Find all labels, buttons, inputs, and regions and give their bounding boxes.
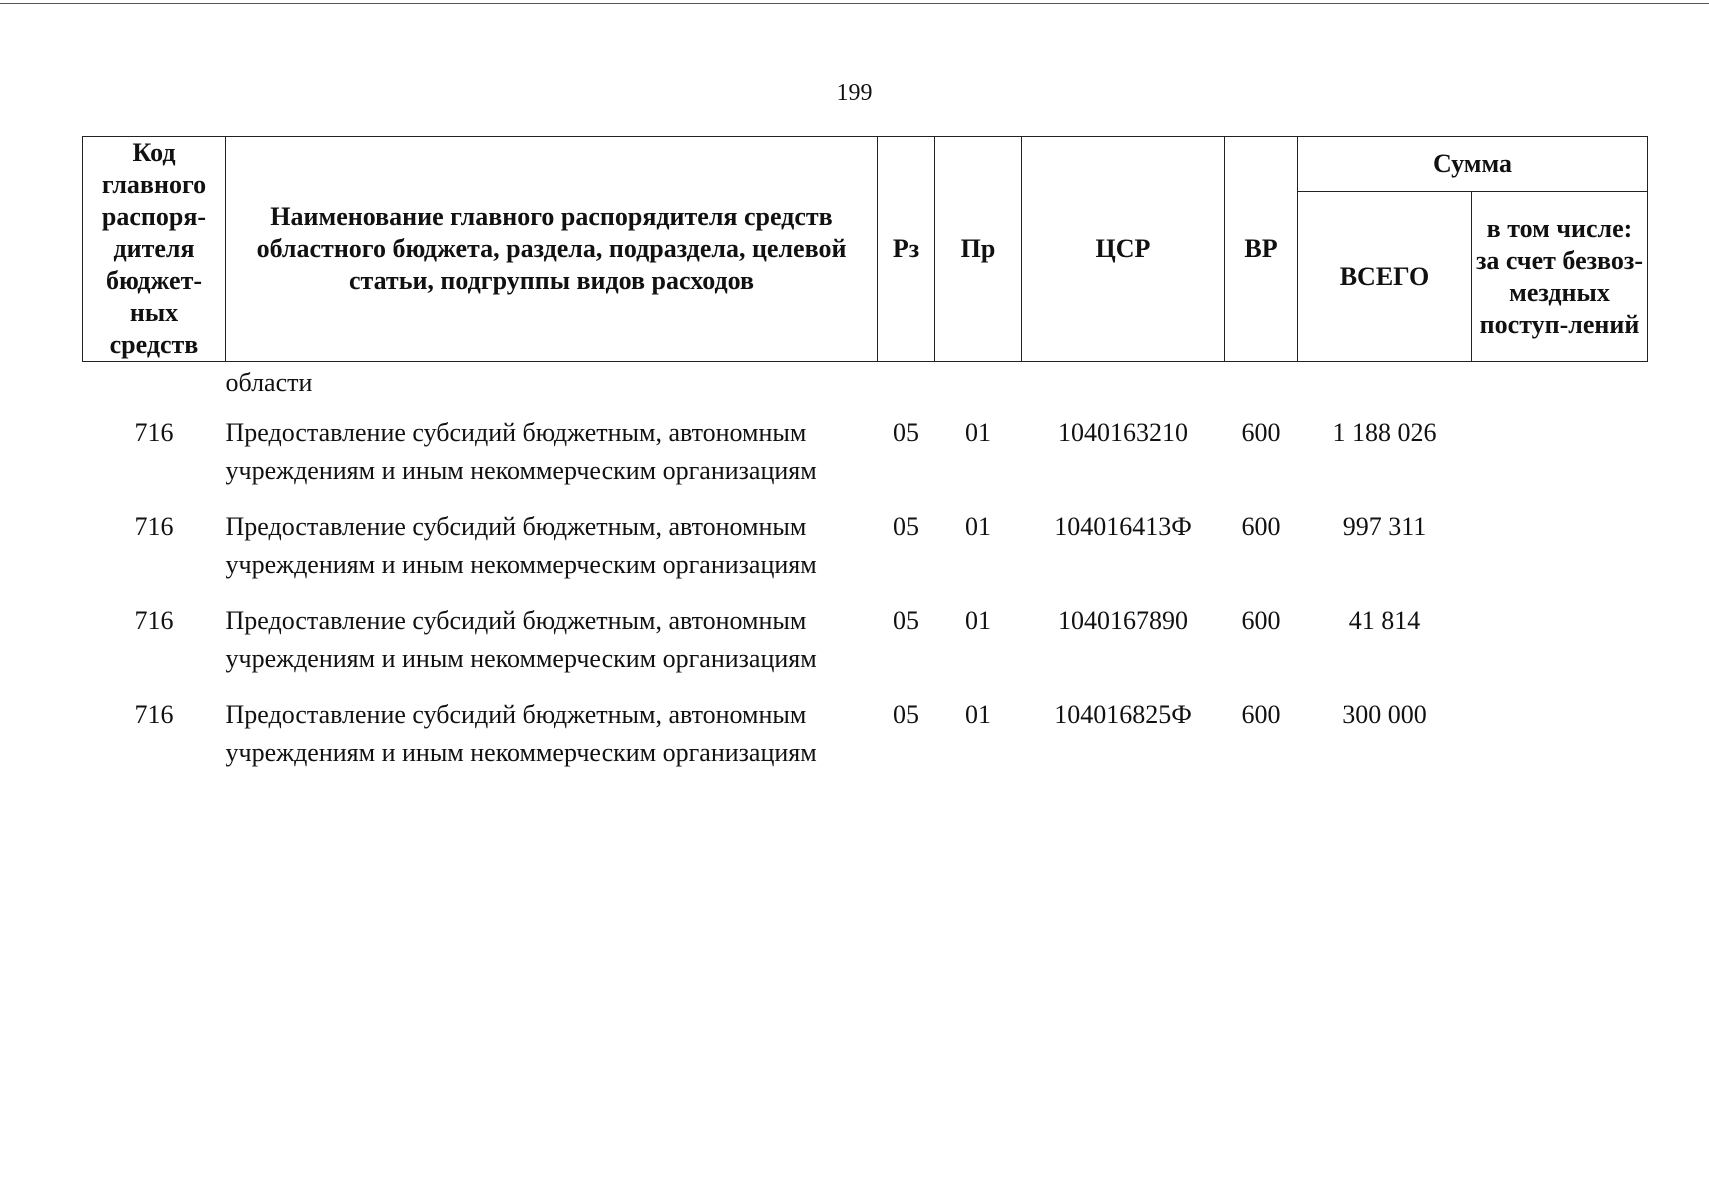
table-body: [83, 362, 1648, 791]
table-row: [83, 414, 1648, 508]
cell-pr: 01: [965, 700, 991, 729]
cell-name: Предоставление субсидий бюджетным, автономным учреждениям и иным некоммерческим организациям: [225, 418, 817, 485]
header-csr: ЦСР: [1022, 137, 1225, 362]
cell-including: [1472, 602, 1648, 696]
cell-csr: 1040163210: [1058, 418, 1188, 447]
cell-vr: 600: [1241, 606, 1281, 635]
cell-pr: 01: [965, 512, 991, 541]
cell-pr: 01: [965, 418, 991, 447]
cell-code: 716: [134, 606, 174, 635]
cell-name: Предоставление субсидий бюджетным, автономным учреждениям и иным некоммерческим организациям: [225, 700, 817, 767]
cell-name: Предоставление субсидий бюджетным, автономным учреждениям и иным некоммерческим организациям: [225, 606, 817, 673]
continuation-code-cell: [83, 362, 226, 415]
cell-including: [1472, 414, 1648, 508]
header-sum-group: Сумма: [1298, 137, 1648, 192]
cell-csr: 104016825Ф: [1054, 700, 1192, 729]
cell-vr: 600: [1241, 418, 1281, 447]
cell-including: [1472, 508, 1648, 602]
header-pr: Пр: [935, 137, 1022, 362]
cell-code: 716: [134, 700, 174, 729]
header-name: Наименование главного распорядителя средств областного бюджета, раздела, подраздела, целевой статьи, подгруппы видов расходов: [226, 137, 878, 362]
cell-csr: 104016413Ф: [1054, 512, 1192, 541]
continuation-row: [83, 362, 1648, 415]
header-vr: ВР: [1225, 137, 1298, 362]
cell-rz: 05: [893, 606, 919, 635]
cell-name: Предоставление субсидий бюджетным, автономным учреждениям и иным некоммерческим организациям: [225, 512, 817, 579]
table-row: [83, 602, 1648, 696]
top-border-line: [0, 3, 1709, 4]
cell-code: 716: [134, 512, 174, 541]
header-total: ВСЕГО: [1298, 192, 1472, 362]
table-row: [83, 508, 1648, 602]
header-rz: Рз: [878, 137, 935, 362]
cell-vr: 600: [1241, 700, 1281, 729]
cell-total: 300 000: [1342, 700, 1427, 729]
table-header: [83, 137, 1648, 362]
header-including: в том числе: за счет безвоз-мездных поступ-лений: [1472, 192, 1648, 362]
cell-csr: 1040167890: [1058, 606, 1188, 635]
cell-vr: 600: [1241, 512, 1281, 541]
cell-rz: 05: [893, 700, 919, 729]
cell-total: 41 814: [1348, 606, 1421, 635]
page-number: 199: [836, 80, 873, 106]
cell-code: 716: [134, 418, 174, 447]
cell-rz: 05: [893, 418, 919, 447]
budget-table: [82, 136, 1648, 790]
continuation-text: области: [225, 368, 313, 397]
cell-total: 1 188 026: [1332, 418, 1437, 447]
cell-pr: 01: [965, 606, 991, 635]
cell-total: 997 311: [1342, 512, 1427, 541]
cell-including: [1472, 696, 1648, 790]
header-code: Код главного распоря-дителя бюджет-ных средств: [83, 137, 226, 362]
cell-rz: 05: [893, 512, 919, 541]
table-row: [83, 696, 1648, 790]
